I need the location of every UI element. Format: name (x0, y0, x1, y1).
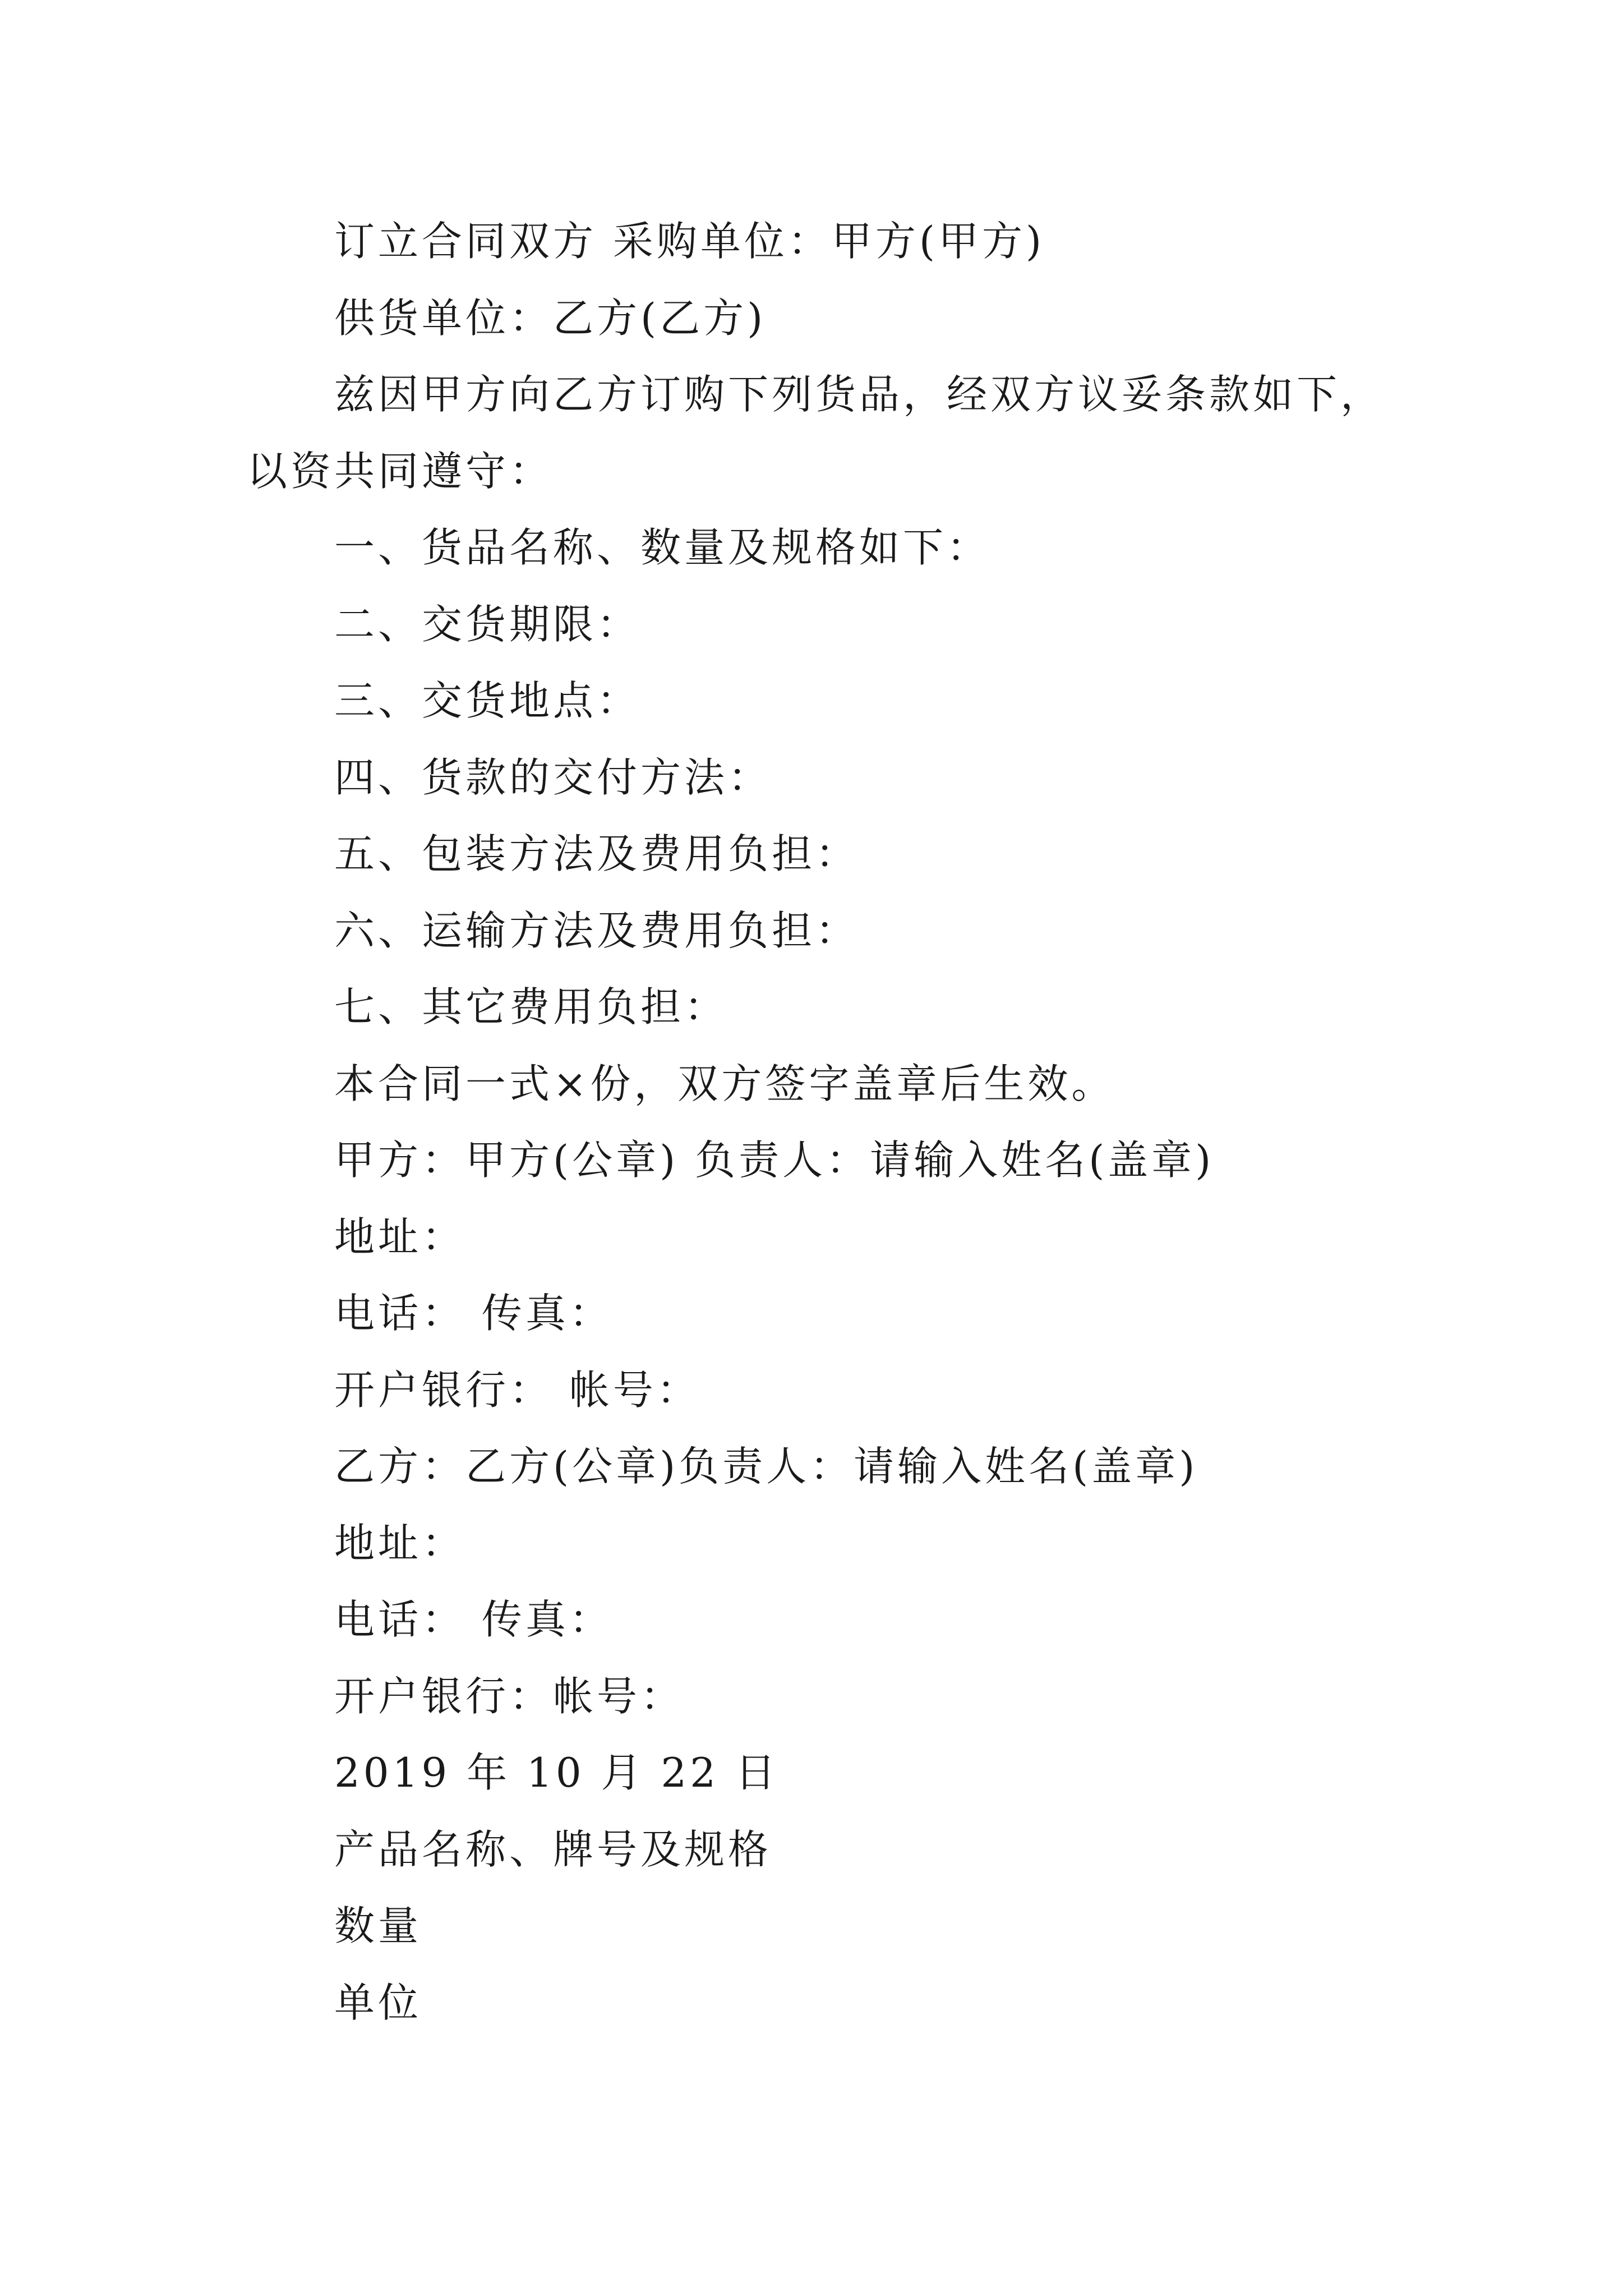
party-b-bank-account: 开户银行：帐号： (334, 1673, 685, 1720)
table-header-product: 产品名称、牌号及规格 (334, 1826, 772, 1873)
party-b-address: 地址： (334, 1520, 466, 1567)
party-b-signature-line: 乙方：乙方(公章)负责人：请输入姓名(盖章) (334, 1443, 1198, 1490)
supplier-line: 供货单位：乙方(乙方) (334, 295, 767, 342)
clause-5: 五、包装方法及费用负担： (334, 830, 860, 877)
contract-date: 2019 年 10 月 22 日 (334, 1749, 779, 1796)
party-b-phone-fax: 电话： 传真： (334, 1596, 613, 1643)
table-header-unit: 单位 (334, 1979, 422, 2026)
clause-2: 二、交货期限： (334, 601, 641, 648)
preamble-line-2: 以资共同遵守： (247, 448, 554, 495)
party-a-signature-line: 甲方：甲方(公章) 负责人：请输入姓名(盖章) (334, 1137, 1215, 1184)
effectiveness-note: 本合同一式×份，双方签字盖章后生效。 (334, 1060, 1115, 1107)
clause-6: 六、运输方法及费用负担： (334, 907, 860, 954)
party-a-bank-account: 开户银行： 帐号： (334, 1366, 700, 1414)
party-a-address: 地址： (334, 1213, 466, 1260)
table-header-quantity: 数量 (334, 1902, 422, 1949)
parties-purchaser-line: 订立合同双方 采购单位：甲方(甲方) (334, 218, 1045, 265)
clause-7: 七、其它费用负担： (334, 983, 728, 1030)
clause-3: 三、交货地点： (334, 677, 641, 724)
clause-1: 一、货品名称、数量及规格如下： (334, 524, 991, 571)
preamble-line-1: 兹因甲方向乙方订购下列货品，经双方议妥条款如下， (334, 371, 1385, 418)
party-a-phone-fax: 电话： 传真： (334, 1290, 613, 1337)
clause-4: 四、货款的交付方法： (334, 754, 772, 801)
